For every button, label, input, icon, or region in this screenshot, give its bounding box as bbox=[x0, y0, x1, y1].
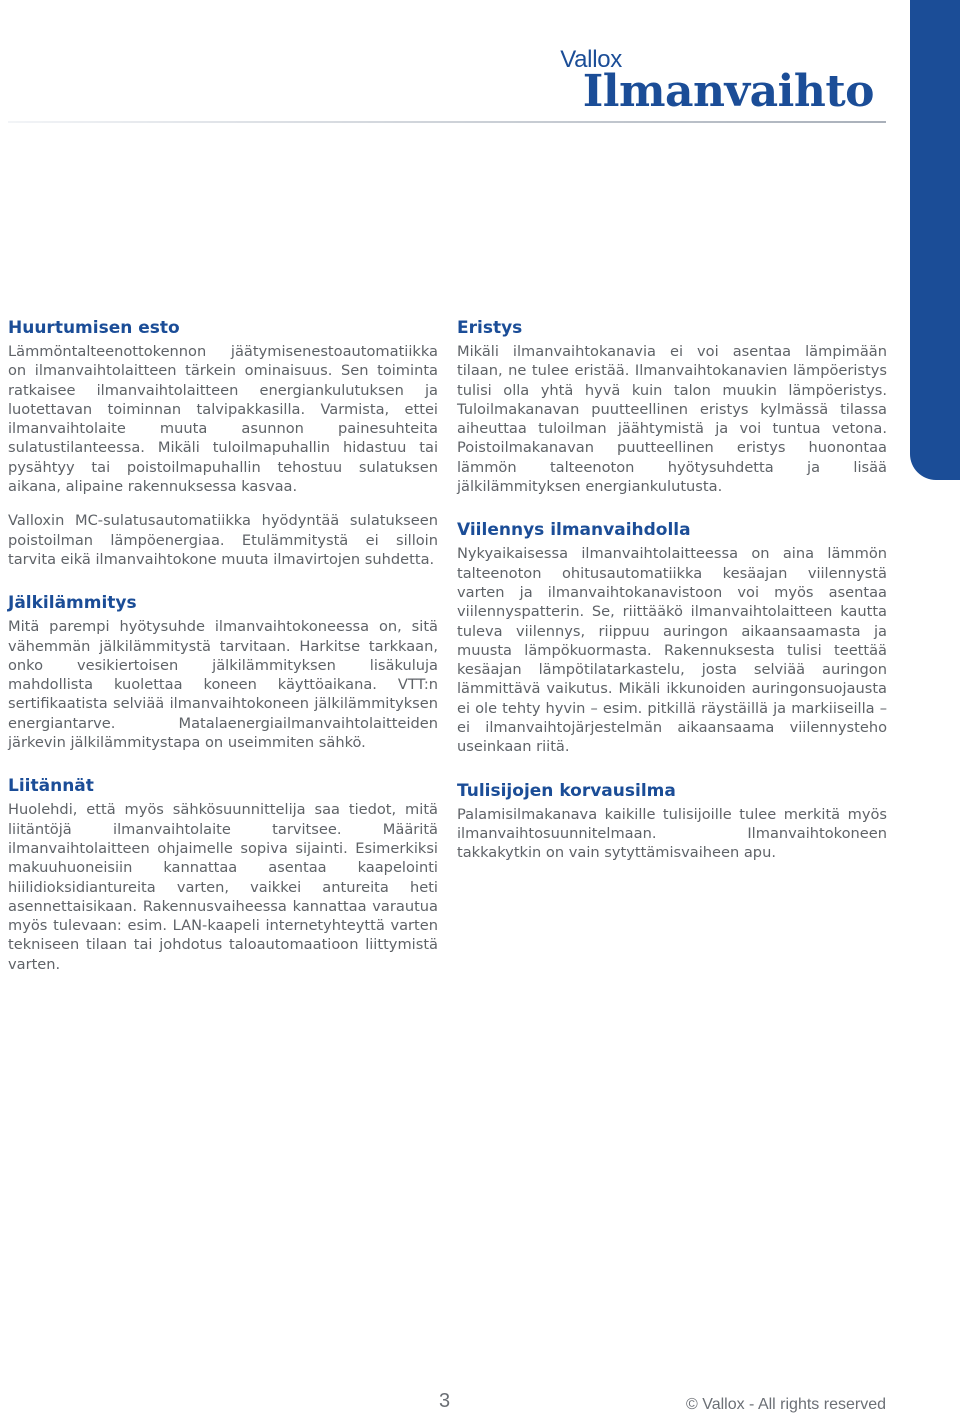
section-heading: Eristys bbox=[457, 318, 523, 338]
section-liitannat bbox=[8, 775, 438, 974]
section-heading: Viilennys ilmanvaihdolla bbox=[457, 520, 691, 541]
section-tulisijojen-korvausilma bbox=[457, 780, 887, 863]
page-title: Ilmanvaihto bbox=[582, 66, 874, 117]
body-paragraph: Huolehdi, että myös sähkösuunnittelija saa tiedot, mitä liitäntöjä ilmanvaihtolaite tarvitsee. Määritä ilmanvaihtolaitteen ohjaimelle sopiva sijainti. Esimerkiksi makuuhuoneisiin kannattaa asentaa kaapelointi hiilidioksidiantureita varten, vaikkei antureita heti asennettaisikaan. Rakennusvaiheessa kannattaa varautua myös tulevaan: esim. LAN-kaapeli internetyhteyttä varten tekniseen tilaan tai johdotus taloautomaatioon liittymistä varten. bbox=[8, 801, 438, 973]
section-huurtumisen-esto bbox=[8, 317, 438, 569]
section-heading: Jälkilämmitys bbox=[8, 593, 137, 614]
page-number: 3 bbox=[439, 1390, 451, 1412]
left-column bbox=[8, 317, 438, 997]
header-divider bbox=[8, 121, 886, 123]
body-paragraph: Mitä parempi hyötysuhde ilmanvaihtokoneessa on, sitä vähemmän jälkilämmitystä tarvitaan. Harkitse tarkkaan, onko vesikiertoisen jälkilämmityksen lisäkuluja mahdollista kuolettaa koneen käyttöaikana. VTT:n sertifikaatista selviää ilmanvaihtokoneen jälkilämmityksen energiantarve. Matalaenergiailmanvaihtolaitteiden järkevin jälkilämmitystapa on useimmiten sähkö. bbox=[8, 618, 438, 752]
side-tab-decoration bbox=[910, 0, 960, 480]
section-heading: Tulisijojen korvausilma bbox=[457, 780, 676, 801]
body-paragraph: Lämmöntalteenottokennon jäätymisenestoautomatiikka on ilmanvaihtolaitteen tärkein ominaisuus. Sen toiminta ratkaisee ilmanvaihtolaitteen energiankulutuksen ja luotettavan toiminnan talvipakkasilla. Varmista, ettei ilmanvaihtolaite muuta asunnon painesuhteita sulatustilanteessa. Mikäli tuloilmapuhallin hidastuu tai pysähtyy tai poistoilmapuhallin tehostuu sulatuksen aikana, alipaine rakennuksessa kasvaa. bbox=[8, 343, 438, 496]
body-paragraph: Palamisilmakanava kaikille tulisijoille tulee merkitä myös ilmanvaihtosuunnitelmaan. Ilmanvaihtokoneen takkakytkin on vain sytyttämisvaiheen apu. bbox=[457, 805, 887, 862]
section-eristys bbox=[457, 317, 887, 496]
body-paragraph: Mikäli ilmanvaihtokanavia ei voi asentaa lämpimään tilaan, ne tulee eristää. Ilmanvaihtokanavien lämpöeristys tulisi olla yhtä hyvä kuin talon muukin lämpöeristys. Tuloilmakanavan puutteellinen eristys kylmässä tilassa aiheuttaa tuloilman jäähtymistä ja voi tuntua vetona. Poistoilmakanavan puutteellinen eristys huonontaa lämmön talteenoton hyötysuhdetta ja lisää jälkilämmityksen energiankulutusta. bbox=[457, 343, 887, 496]
section-viilennys bbox=[457, 519, 887, 756]
section-heading: Liitännät bbox=[8, 776, 94, 797]
section-jalkilammitys bbox=[8, 592, 438, 752]
body-paragraph: Nykyaikaisessa ilmanvaihtolaitteessa on aina lämmön talteenoton ohitusautomatiikka kesäajan viilennystä varten ja ilmanvaihtokanavistoon voi myös asentaa viilennyspatterin. Se, riittääkö ilmanvaihtolaitteen kautta tuleva viilennys, riippuu auringon aikaansaamasta ja muusta lämpökuormasta. Rakennuksesta tulisi teettää kesäajan lämpötilatarkastelu, josta selviää auringon lämmittävä vaikutus. Mikäli ikkunoiden auringonsuojausta ei ole tehty hyvin – esim. pitkillä räystäillä ja markiiseilla – ei ilmanvaihtojärjestelmän aikaansaama viilennysteho useinkaan riitä. bbox=[457, 545, 887, 756]
section-heading: Huurtumisen esto bbox=[8, 318, 180, 338]
body-paragraph: Valloxin MC-sulatusautomatiikka hyödyntää sulatukseen poistoilman lämpöenergiaa. Etulämmitystä ei silloin tarvita eikä ilmanvaihtokone muuta ilmavirtojen suhdetta. bbox=[8, 512, 438, 568]
brand-name: Vallox bbox=[560, 46, 622, 73]
copyright-notice: © Vallox - All rights reserved bbox=[685, 1396, 886, 1413]
right-column bbox=[457, 317, 887, 886]
